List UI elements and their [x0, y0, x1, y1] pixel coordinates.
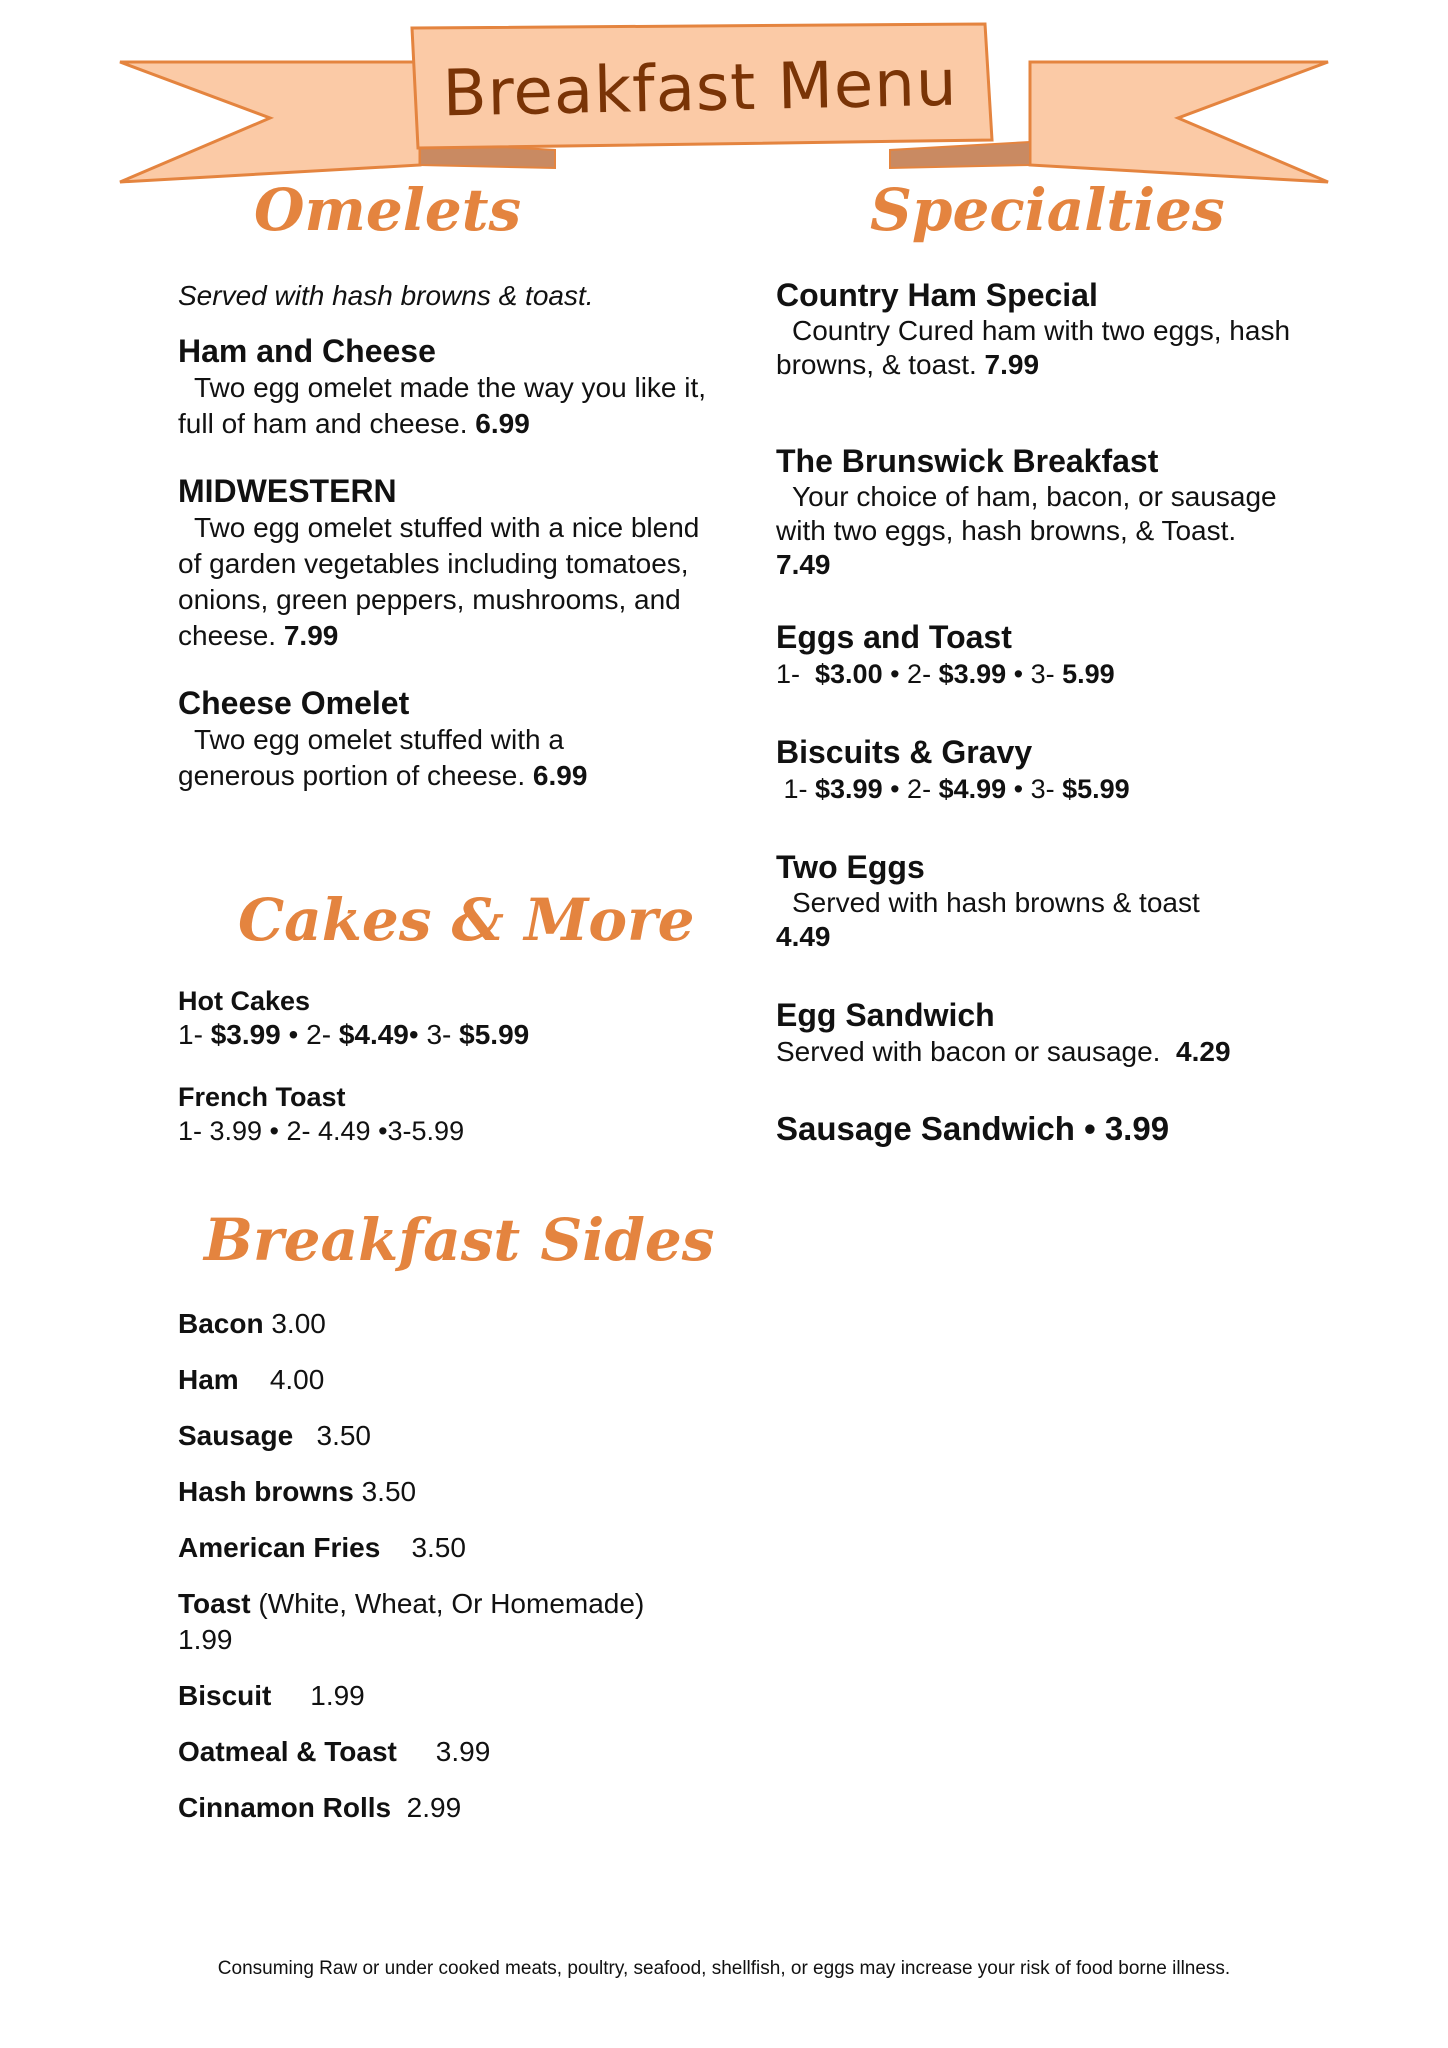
side-item: Sausage 3.50 — [178, 1420, 372, 1451]
menu-item — [178, 684, 718, 794]
side-item: Biscuit 1.99 — [178, 1680, 365, 1711]
specialties-heading: Specialties — [870, 176, 1225, 244]
item-prices: 1- $3.00 • 2- $3.99 • 3- 5.99 — [776, 659, 1115, 689]
item-price: 7.99 — [283, 620, 339, 651]
menu-item — [776, 1110, 1296, 1148]
menu-item — [776, 848, 1296, 954]
item-prices: 1- $3.99 • 2- $4.99 • 3- $5.99 — [776, 774, 1130, 804]
cakes-heading: Cakes & More — [238, 886, 695, 954]
omelets-section — [178, 278, 718, 794]
menu-item — [776, 442, 1296, 582]
item-price: 7.49 — [776, 549, 831, 580]
cakes-section — [178, 984, 718, 1148]
item-name: Eggs and Toast — [776, 619, 1012, 655]
side-item: Toast (White, Wheat, Or Homemade) 1.99 — [178, 1588, 645, 1655]
menu-item — [776, 733, 1296, 807]
food-safety-notice: Consuming Raw or under cooked meats, poultry, seafood, shellfish, or eggs may increase your risk of food borne illness. — [217, 1958, 1231, 1979]
item-desc: Two egg omelet made the way you like it, full of ham and cheese. 6.99 — [178, 372, 707, 439]
item-desc: Served with bacon or sausage. 4.29 — [776, 1036, 1231, 1067]
side-item: Hash browns 3.50 — [178, 1476, 417, 1507]
menu-item — [776, 996, 1296, 1070]
item-name: Cheese Omelet — [178, 685, 410, 721]
item-price: 4.29 — [1176, 1036, 1231, 1067]
menu-item — [178, 332, 718, 442]
item-price: 6.99 — [475, 408, 530, 439]
item-desc: Served with hash browns & toast 4.49 — [776, 887, 1200, 952]
menu-item — [178, 472, 718, 654]
menu-item — [776, 618, 1296, 692]
side-item: Ham 4.00 — [178, 1364, 325, 1395]
item-name: Biscuits & Gravy — [776, 734, 1033, 770]
item-desc: Two egg omelet stuffed with a nice blend of garden vegetables including tomatoes, onions, green peppers, mushrooms, and cheese. 7.99 — [178, 512, 700, 651]
item-prices: 1- $3.99 • 2- $4.49• 3- $5.99 — [178, 1019, 530, 1050]
item-desc: Two egg omelet stuffed with a generous portion of cheese. 6.99 — [178, 724, 588, 791]
item-desc: Your choice of ham, bacon, or sausage with two eggs, hash browns, & Toast. 7.49 — [776, 481, 1277, 580]
item-prices: 1- 3.99 • 2- 4.49 •3-5.99 — [178, 1116, 465, 1146]
item-name: Ham and Cheese — [178, 333, 436, 369]
side-item: Bacon 3.00 — [178, 1308, 326, 1339]
item-desc: Country Cured ham with two eggs, hash browns, & toast. 7.99 — [776, 315, 1291, 380]
menu-item — [776, 276, 1296, 382]
item-name: The Brunswick Breakfast — [776, 443, 1159, 479]
menu-title: Breakfast Menu — [441, 46, 959, 132]
side-item: American Fries 3.50 — [178, 1532, 466, 1563]
item-name: Two Eggs — [776, 849, 925, 885]
item-name: Country Ham Special — [776, 277, 1098, 313]
item-name: Hot Cakes — [178, 986, 311, 1016]
side-item: Oatmeal & Toast 3.99 — [178, 1736, 491, 1767]
menu-item — [178, 984, 718, 1052]
omelets-heading: Omelets — [254, 176, 522, 244]
item-name: Egg Sandwich — [776, 997, 995, 1033]
item-name: French Toast — [178, 1082, 346, 1112]
menu-item — [178, 1080, 718, 1148]
side-item: Cinnamon Rolls 2.99 — [178, 1792, 462, 1823]
item-price: 6.99 — [532, 760, 588, 791]
omelets-note: Served with hash browns & toast. — [178, 280, 594, 311]
sides-heading: Breakfast Sides — [204, 1206, 715, 1274]
item-name: Sausage Sandwich • 3.99 — [776, 1110, 1170, 1147]
item-price: 7.99 — [984, 349, 1040, 380]
item-name: MIDWESTERN — [178, 473, 397, 509]
item-price: 4.49 — [776, 921, 831, 952]
